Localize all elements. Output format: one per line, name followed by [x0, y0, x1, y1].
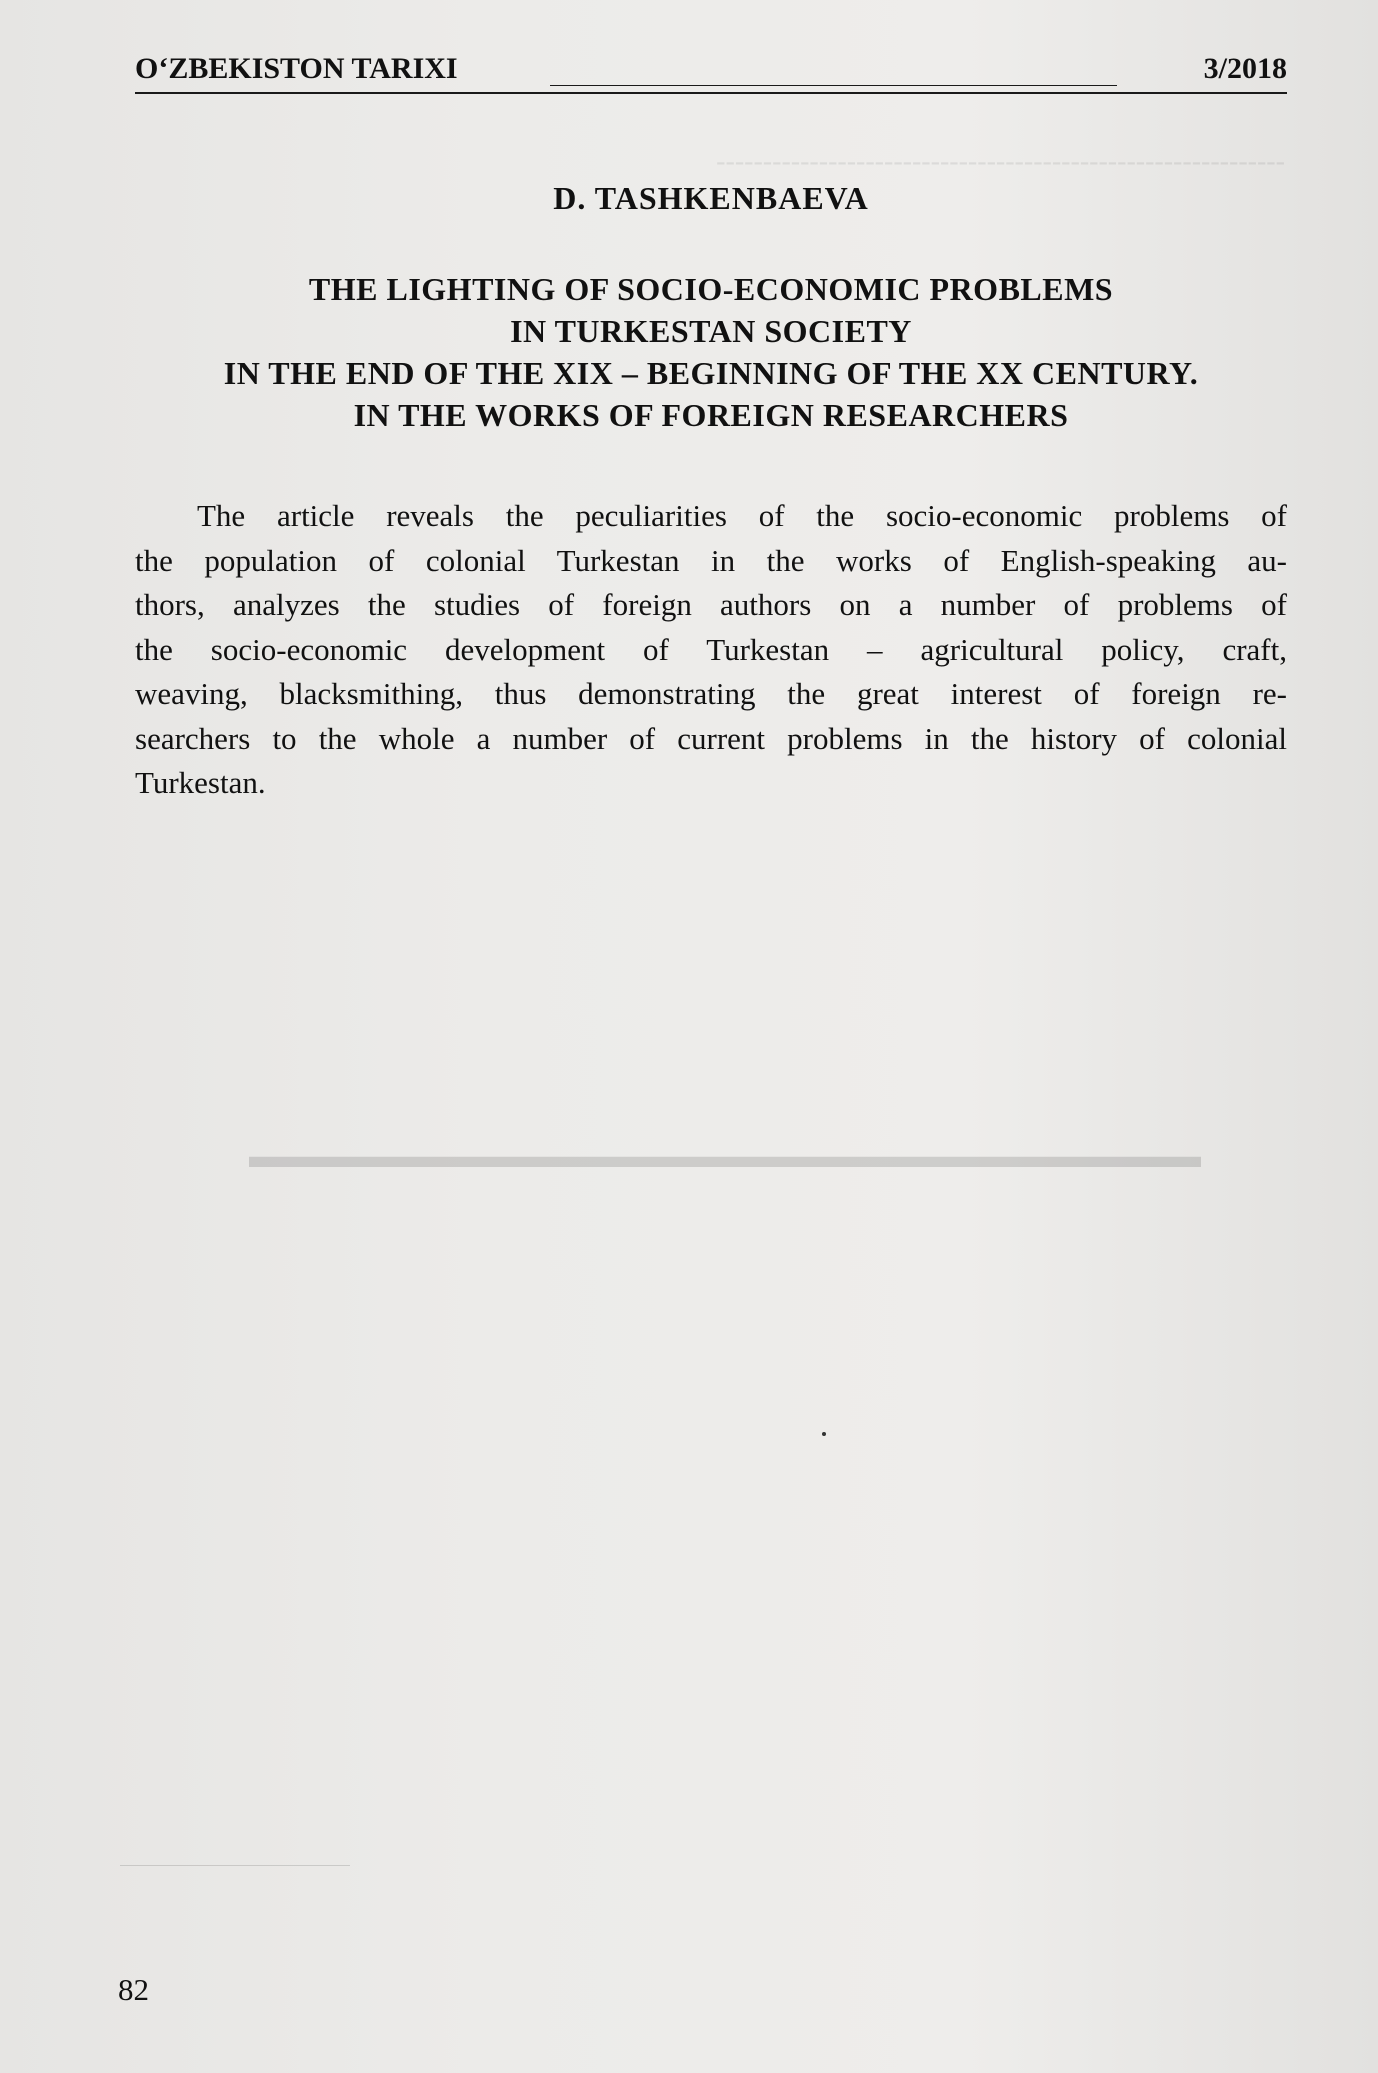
title-line: IN TURKESTAN SOCIETY	[510, 313, 912, 349]
abstract-line: weaving, blacksmithing, thus demonstrating the great interest of foreign re-	[135, 676, 1287, 711]
running-header	[135, 48, 1287, 94]
header-underline	[550, 85, 1117, 86]
title-line: IN THE END OF THE XIX – BEGINNING OF THE XX CENTURY.	[223, 355, 1199, 391]
bleed-through-top: ‑‑‑‑‑‑‑‑‑‑‑‑‑‑‑‑‑‑‑‑‑‑‑‑‑‑‑‑‑‑‑‑‑‑‑‑‑‑‑‑‑‑‑‑‑‑‑‑‑‑‑‑‑‑‑‑‑‑‑‑‑	[716, 146, 1285, 177]
abstract-line: Turkestan.	[135, 765, 266, 800]
speck	[822, 1432, 826, 1436]
footnote-rule	[120, 1865, 350, 1866]
title-line: THE LIGHTING OF SOCIO-ECONOMIC PROBLEMS	[308, 271, 1114, 307]
abstract-line: The article reveals the peculiarities of the socio-economic problems of	[197, 498, 1287, 533]
article-title	[135, 268, 1287, 436]
header-rule	[135, 92, 1287, 94]
abstract-line: searchers to the whole a number of current problems in the history of colonial	[135, 720, 1287, 756]
abstract-line: thors, analyzes the studies of foreign authors on a number of problems of	[135, 587, 1287, 622]
abstract	[135, 494, 1287, 806]
abstract-line: the population of colonial Turkestan in the works of English-speaking au-	[135, 542, 1287, 578]
page-number: 82	[118, 1972, 149, 2007]
issue-number: 3/2018	[1203, 52, 1287, 85]
abstract-line: the socio-economic development of Turkestan – agricultural policy, craft,	[135, 631, 1287, 667]
journal-title: O‘ZBEKISTON TARIXI	[135, 52, 458, 85]
author-name: D. TASHKENBAEVA	[553, 180, 869, 216]
title-line: IN THE WORKS OF FOREIGN RESEARCHERS	[353, 397, 1069, 433]
bleed-through-heading: ▬▬▬▬▬▬▬▬▬▬▬▬▬▬▬▬▬▬▬▬▬▬▬▬▬▬▬▬	[249, 1138, 1201, 1175]
